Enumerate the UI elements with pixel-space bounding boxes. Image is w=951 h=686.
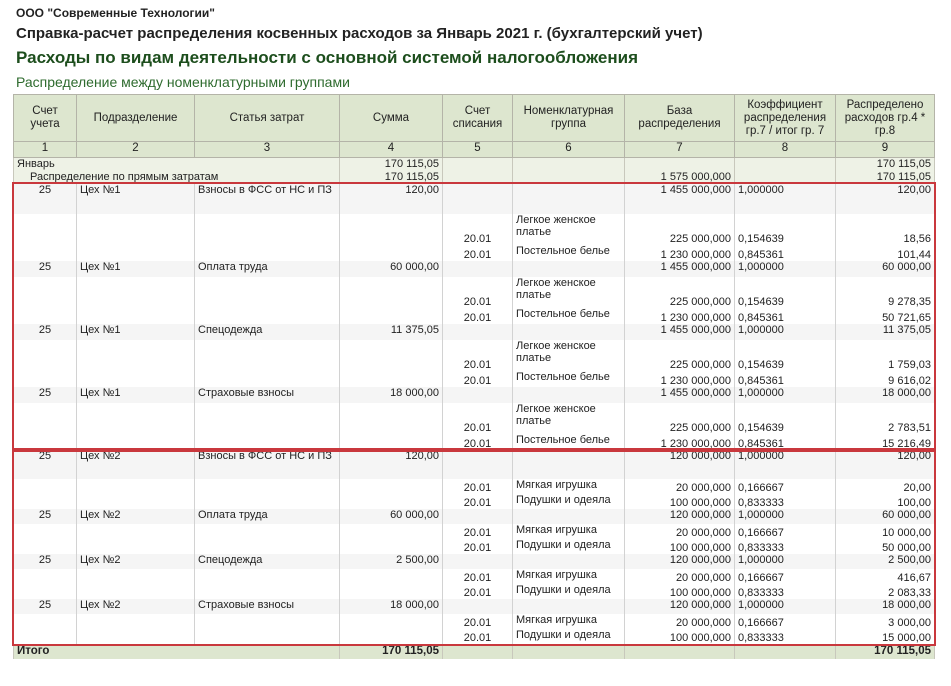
writeoff-account-cell [443,450,513,479]
distributed-cell: 416,67 [836,569,935,584]
table-row [14,479,935,494]
nomenclature-group-cell [513,261,625,277]
table-row [14,245,935,261]
distributed-cell: 101,44 [836,245,935,261]
department-cell [77,584,195,599]
cost-item-cell [195,584,340,599]
account-cell [14,614,77,629]
cost-item-cell [195,494,340,509]
coefficient-cell: 1,000000 [735,450,836,479]
coefficient-cell: 1,000000 [735,387,836,403]
department-cell [77,403,195,434]
coefficient-cell: 0,845361 [735,371,836,387]
distribution-base-cell: 1 455 000,000 [625,387,735,403]
distributed-cell: 120,00 [836,450,935,479]
distribution-base-cell: 1 230 000,000 [625,371,735,387]
cost-item-cell: Спецодежда [195,324,340,340]
distributed-cell: 100,00 [836,494,935,509]
table-row [14,434,935,450]
account-cell [14,494,77,509]
table-row [14,599,935,614]
distribution-base-cell: 1 455 000,000 [625,184,735,214]
cost-item-cell: Оплата труда [195,261,340,277]
table-row [14,184,935,214]
account-cell [14,308,77,324]
distribution-base-cell: 20 000,000 [625,614,735,629]
table-row [14,554,935,569]
amount-cell [340,434,443,450]
column-number: 4 [340,142,443,158]
distributed-cell: 1 759,03 [836,340,935,371]
department-cell [77,371,195,387]
table-row [14,569,935,584]
nomenclature-group-cell: Легкое женское платье [513,277,625,308]
column-number: 6 [513,142,625,158]
table-row [14,214,935,245]
amount-cell [340,214,443,245]
nomenclature-group-cell [513,450,625,479]
report-title: Справка-расчет распределения косвенных расходов за Январь 2021 г. (бухгалтерский учет) [16,25,703,42]
distributed-cell: 18 000,00 [836,599,935,614]
nomenclature-group-cell: Мягкая игрушка [513,614,625,629]
column-number: 7 [625,142,735,158]
table-row [14,524,935,539]
distribution-base-cell: 20 000,000 [625,524,735,539]
column-number: 8 [735,142,836,158]
amount-cell: 120,00 [340,184,443,214]
distributed-cell: 15 000,00 [836,629,935,644]
distributed-cell: 120,00 [836,184,935,214]
nomenclature-group-cell: Подушки и одеяла [513,629,625,644]
coefficient-cell: 1,000000 [735,509,836,524]
account-cell: 25 [14,554,77,569]
cost-item-cell [195,614,340,629]
distribution-base-cell: 100 000,000 [625,539,735,554]
writeoff-account-cell: 20.01 [443,539,513,554]
distributed-cell: 50 000,00 [836,539,935,554]
direct-costs-distributed: 170 115,05 [836,171,935,184]
account-cell: 25 [14,324,77,340]
distributed-cell: 11 375,05 [836,324,935,340]
account-cell [14,584,77,599]
cost-item-cell: Страховые взносы [195,387,340,403]
amount-cell [340,245,443,261]
table-row [14,371,935,387]
amount-cell: 60 000,00 [340,509,443,524]
coefficient-cell: 0,166667 [735,569,836,584]
amount-cell [340,403,443,434]
department-cell [77,539,195,554]
distribution-table [13,94,935,659]
direct-costs-base: 1 575 000,000 [625,171,735,184]
nomenclature-group-cell: Легкое женское платье [513,214,625,245]
department-cell [77,524,195,539]
department-cell: Цех №1 [77,324,195,340]
department-cell [77,277,195,308]
table-row [14,387,935,403]
distributed-cell: 18 000,00 [836,387,935,403]
header-cell: Номенклатурная группа [513,95,625,142]
nomenclature-group-cell [513,387,625,403]
nomenclature-group-cell: Постельное белье [513,371,625,387]
department-cell [77,214,195,245]
cost-item-cell [195,214,340,245]
cost-item-cell [195,277,340,308]
total-row [14,644,935,659]
table-row [14,277,935,308]
nomenclature-group-cell: Легкое женское платье [513,340,625,371]
distributed-cell: 2 083,33 [836,584,935,599]
nomenclature-group-cell: Мягкая игрушка [513,479,625,494]
cost-item-cell [195,371,340,387]
account-cell [14,214,77,245]
header-cell: Коэффициент распределения гр.7 / итог гр. 7 [735,95,836,142]
header-cell: База распределения [625,95,735,142]
cost-item-cell [195,629,340,644]
coefficient-cell: 1,000000 [735,324,836,340]
amount-cell: 2 500,00 [340,554,443,569]
department-cell [77,614,195,629]
department-cell [77,629,195,644]
total-label: Итого [14,644,340,659]
writeoff-account-cell: 20.01 [443,584,513,599]
direct-costs-row [14,171,935,184]
coefficient-cell: 0,833333 [735,494,836,509]
department-cell: Цех №2 [77,554,195,569]
department-cell [77,245,195,261]
account-cell: 25 [14,450,77,479]
column-number: 2 [77,142,195,158]
writeoff-account-cell: 20.01 [443,614,513,629]
account-cell: 25 [14,261,77,277]
account-cell [14,277,77,308]
distributed-cell: 60 000,00 [836,509,935,524]
account-cell: 25 [14,599,77,614]
distribution-base-cell: 20 000,000 [625,479,735,494]
amount-cell [340,479,443,494]
nomenclature-group-cell: Постельное белье [513,434,625,450]
coefficient-cell: 0,833333 [735,584,836,599]
cost-item-cell [195,245,340,261]
distribution-base-cell: 1 230 000,000 [625,434,735,450]
coefficient-cell: 1,000000 [735,184,836,214]
table-row [14,584,935,599]
distributed-cell: 20,00 [836,479,935,494]
writeoff-account-cell [443,554,513,569]
department-cell: Цех №1 [77,261,195,277]
distributed-cell: 3 000,00 [836,614,935,629]
department-cell: Цех №2 [77,599,195,614]
distribution-base-cell: 120 000,000 [625,450,735,479]
department-cell [77,479,195,494]
department-cell: Цех №1 [77,184,195,214]
writeoff-account-cell [443,387,513,403]
amount-cell [340,629,443,644]
cost-item-cell [195,569,340,584]
nomenclature-group-cell: Легкое женское платье [513,403,625,434]
coefficient-cell: 0,166667 [735,524,836,539]
coefficient-cell: 0,154639 [735,277,836,308]
account-cell: 25 [14,184,77,214]
nomenclature-group-cell [513,184,625,214]
distributed-cell: 10 000,00 [836,524,935,539]
month-label: Январь [14,158,340,172]
coefficient-cell: 0,166667 [735,614,836,629]
distribution-base-cell: 225 000,000 [625,214,735,245]
writeoff-account-cell: 20.01 [443,434,513,450]
amount-cell [340,614,443,629]
account-cell [14,403,77,434]
column-number: 9 [836,142,935,158]
distributed-cell: 2 500,00 [836,554,935,569]
cost-item-cell [195,524,340,539]
cost-item-cell: Оплата труда [195,509,340,524]
writeoff-account-cell: 20.01 [443,214,513,245]
account-cell [14,629,77,644]
amount-cell: 120,00 [340,450,443,479]
distribution-base-cell: 100 000,000 [625,584,735,599]
coefficient-cell: 0,166667 [735,479,836,494]
account-cell [14,524,77,539]
amount-cell [340,584,443,599]
distribution-base-cell: 225 000,000 [625,277,735,308]
account-cell [14,245,77,261]
nomenclature-group-cell: Мягкая игрушка [513,569,625,584]
cost-item-cell [195,434,340,450]
table-row [14,629,935,644]
coefficient-cell: 0,845361 [735,245,836,261]
amount-cell [340,308,443,324]
header-cell: Статья затрат [195,95,340,142]
writeoff-account-cell: 20.01 [443,403,513,434]
cost-item-cell: Взносы в ФСС от НС и ПЗ [195,184,340,214]
table-row [14,450,935,479]
coefficient-cell: 0,833333 [735,629,836,644]
amount-cell: 18 000,00 [340,387,443,403]
amount-cell [340,494,443,509]
account-cell [14,539,77,554]
header-cell: Распределено расходов гр.4 * гр.8 [836,95,935,142]
cost-item-cell [195,479,340,494]
department-cell [77,434,195,450]
cost-item-cell: Взносы в ФСС от НС и ПЗ [195,450,340,479]
header-cell: Подразделение [77,95,195,142]
account-cell: 25 [14,387,77,403]
distribution-base-cell: 20 000,000 [625,569,735,584]
amount-cell: 18 000,00 [340,599,443,614]
total-sum: 170 115,05 [340,644,443,659]
writeoff-account-cell [443,261,513,277]
nomenclature-group-cell: Подушки и одеяла [513,584,625,599]
table-row [14,494,935,509]
distributed-cell: 9 616,02 [836,371,935,387]
cost-item-cell [195,340,340,371]
amount-cell: 11 375,05 [340,324,443,340]
writeoff-account-cell: 20.01 [443,524,513,539]
distribution-base-cell: 225 000,000 [625,340,735,371]
writeoff-account-cell [443,599,513,614]
table-row [14,340,935,371]
coefficient-cell: 0,845361 [735,308,836,324]
distribution-base-cell: 100 000,000 [625,494,735,509]
amount-cell [340,340,443,371]
distribution-base-cell: 100 000,000 [625,629,735,644]
writeoff-account-cell: 20.01 [443,494,513,509]
distribution-base-cell: 1 230 000,000 [625,308,735,324]
distribution-base-cell: 1 455 000,000 [625,324,735,340]
account-cell [14,340,77,371]
nomenclature-group-cell [513,509,625,524]
nomenclature-group-cell: Постельное белье [513,308,625,324]
header-cell: Сумма [340,95,443,142]
distributed-cell: 50 721,65 [836,308,935,324]
amount-cell [340,569,443,584]
writeoff-account-cell: 20.01 [443,340,513,371]
month-distributed: 170 115,05 [836,158,935,172]
header-cell: Счет списания [443,95,513,142]
distributed-cell: 18,56 [836,214,935,245]
table-row [14,308,935,324]
column-number: 3 [195,142,340,158]
account-cell [14,434,77,450]
coefficient-cell: 0,154639 [735,214,836,245]
account-cell [14,371,77,387]
table-row [14,403,935,434]
writeoff-account-cell [443,184,513,214]
distribution-base-cell: 1 230 000,000 [625,245,735,261]
account-cell: 25 [14,509,77,524]
department-cell [77,569,195,584]
department-cell [77,308,195,324]
amount-cell [340,524,443,539]
distributed-cell: 15 216,49 [836,434,935,450]
account-cell [14,569,77,584]
coefficient-cell: 1,000000 [735,261,836,277]
nomenclature-group-cell: Подушки и одеяла [513,494,625,509]
table-row [14,509,935,524]
direct-costs-sum: 170 115,05 [340,171,443,184]
column-number-row [14,142,935,158]
coefficient-cell: 0,154639 [735,340,836,371]
organization-name: ООО "Современные Технологии" [16,6,215,20]
total-distributed: 170 115,05 [836,644,935,659]
amount-cell [340,539,443,554]
distribution-base-cell: 120 000,000 [625,509,735,524]
cost-item-cell [195,403,340,434]
column-number: 5 [443,142,513,158]
account-cell [14,479,77,494]
direct-costs-label: Распределение по прямым затратам [14,171,340,184]
table-row [14,614,935,629]
report-subtitle-2: Распределение между номенклатурными группами [16,74,350,90]
header-row [14,95,935,142]
writeoff-account-cell: 20.01 [443,308,513,324]
writeoff-account-cell: 20.01 [443,245,513,261]
coefficient-cell: 0,833333 [735,539,836,554]
nomenclature-group-cell [513,554,625,569]
cost-item-cell: Страховые взносы [195,599,340,614]
nomenclature-group-cell: Подушки и одеяла [513,539,625,554]
writeoff-account-cell: 20.01 [443,569,513,584]
report-subtitle: Расходы по видам деятельности с основной системой налогообложения [16,48,639,67]
cost-item-cell [195,308,340,324]
writeoff-account-cell: 20.01 [443,371,513,387]
header-cell: Счет учета [14,95,77,142]
distributed-cell: 60 000,00 [836,261,935,277]
nomenclature-group-cell: Мягкая игрушка [513,524,625,539]
writeoff-account-cell: 20.01 [443,629,513,644]
month-row [14,158,935,172]
amount-cell: 60 000,00 [340,261,443,277]
department-cell: Цех №2 [77,450,195,479]
distributed-cell: 2 783,51 [836,403,935,434]
cost-item-cell [195,539,340,554]
amount-cell [340,371,443,387]
coefficient-cell: 0,154639 [735,403,836,434]
writeoff-account-cell: 20.01 [443,479,513,494]
cost-item-cell: Спецодежда [195,554,340,569]
nomenclature-group-cell [513,324,625,340]
table-row [14,261,935,277]
amount-cell [340,277,443,308]
distributed-cell: 9 278,35 [836,277,935,308]
department-cell [77,340,195,371]
month-sum: 170 115,05 [340,158,443,172]
column-number: 1 [14,142,77,158]
nomenclature-group-cell [513,599,625,614]
distribution-base-cell: 1 455 000,000 [625,261,735,277]
coefficient-cell: 1,000000 [735,554,836,569]
distribution-base-cell: 120 000,000 [625,599,735,614]
distribution-base-cell: 225 000,000 [625,403,735,434]
writeoff-account-cell [443,509,513,524]
writeoff-account-cell: 20.01 [443,277,513,308]
coefficient-cell: 1,000000 [735,599,836,614]
coefficient-cell: 0,845361 [735,434,836,450]
table-row [14,324,935,340]
department-cell: Цех №1 [77,387,195,403]
distribution-base-cell: 120 000,000 [625,554,735,569]
department-cell [77,494,195,509]
table-row [14,539,935,554]
writeoff-account-cell [443,324,513,340]
nomenclature-group-cell: Постельное белье [513,245,625,261]
department-cell: Цех №2 [77,509,195,524]
